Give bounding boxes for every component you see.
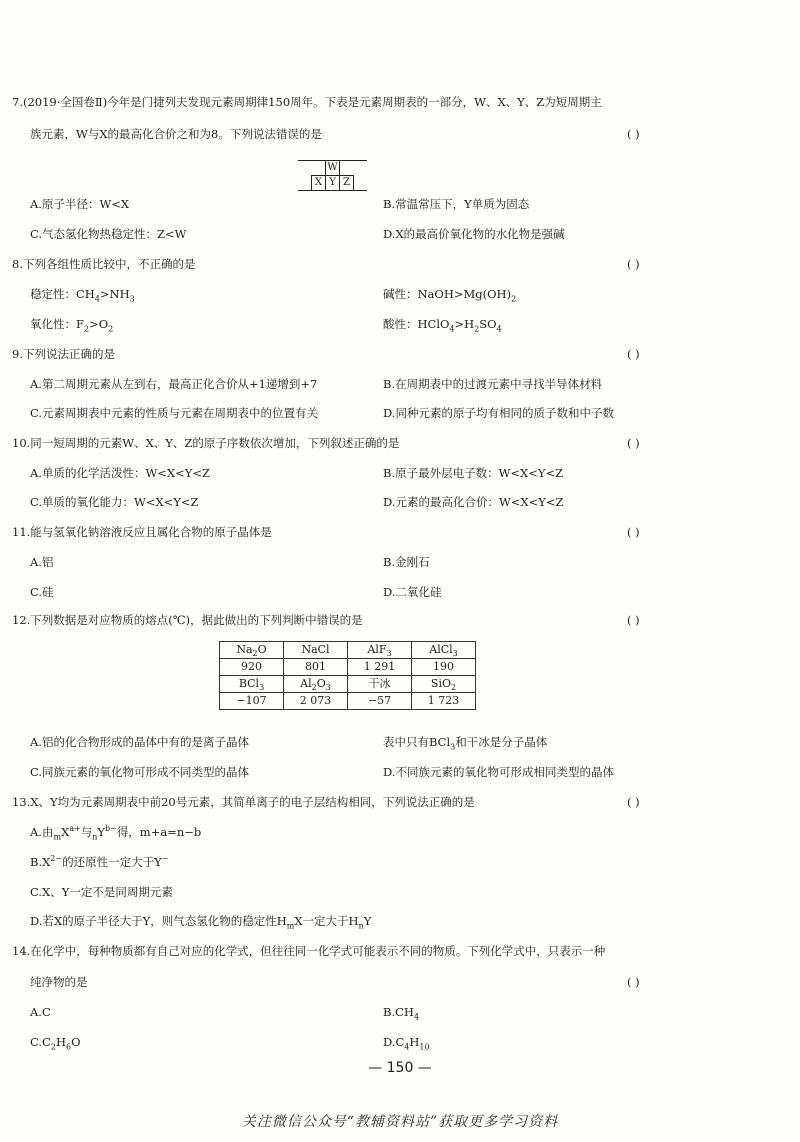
mp-value: 920: [220, 659, 284, 676]
q7-option-a[interactable]: A.原子半径：W<X: [30, 197, 130, 211]
mp-value: −107: [220, 693, 284, 710]
ptable-cell-x: X: [312, 176, 326, 191]
ptable-cell-z: Z: [340, 176, 354, 191]
q8-option-d[interactable]: 酸性：$HClO_4>H_2SO_4$: [383, 317, 502, 334]
q14-option-d[interactable]: $D.C_4H_{10}$: [383, 1035, 430, 1052]
q7-stem-line2: 族元素，W与X的最高化合价之和为8。下列说法错误的是: [30, 127, 322, 141]
mp-substance-alf3: AlF$_3$: [348, 642, 412, 659]
mp-substance-alcl3: AlCl$_3$: [412, 642, 476, 659]
q12-option-c[interactable]: C.同族元素的氧化物可形成不同类型的晶体: [30, 765, 250, 779]
q10-option-d[interactable]: D.元素的最高化合价：W<X<Y<Z: [383, 495, 564, 509]
melting-point-table: [219, 641, 476, 710]
q13-option-a[interactable]: A.由$_mX^{a+}$与$_nY^{b-}$得，m+a=n−b: [30, 824, 202, 842]
q12-option-a[interactable]: A.铝的化合物形成的晶体中有的是离子晶体: [30, 735, 249, 749]
q11-option-b[interactable]: B.金刚石: [383, 555, 430, 569]
q9-stem: 9.下列说法正确的是: [12, 347, 115, 361]
q14-option-a[interactable]: A.C: [30, 1005, 51, 1019]
q12-stem: 12.下列数据是对应物质的熔点(℃)，据此做出的下列判断中错误的是: [12, 613, 363, 627]
q14-option-b[interactable]: $B.CH_4$: [383, 1005, 420, 1022]
mp-substance-nacl: NaCl: [284, 642, 348, 659]
q11-option-a[interactable]: A.铝: [30, 555, 54, 569]
q7-option-b[interactable]: B.常温常压下，Y单质为固态: [383, 197, 530, 211]
q10-option-c[interactable]: C.单质的氧化能力：W<X<Y<Z: [30, 495, 199, 509]
mp-value: 801: [284, 659, 348, 676]
q9-answer-paren[interactable]: ( ): [627, 347, 640, 361]
q8-stem: 8.下列各组性质比较中，不正确的是: [12, 257, 196, 271]
q10-answer-paren[interactable]: ( ): [627, 436, 640, 450]
q13-option-c[interactable]: C.X、Y一定不是同周期元素: [30, 885, 173, 899]
page-number: — 150 —: [368, 1060, 432, 1076]
q9-option-a[interactable]: A.第二周期元素从左到右，最高正化合价从+1递增到+7: [30, 377, 318, 391]
q9-option-c[interactable]: C.元素周期表中元素的性质与元素在周期表中的位置有关: [30, 406, 319, 420]
ptable-cell-y: Y: [326, 176, 340, 191]
mp-value: 2 073: [284, 693, 348, 710]
q7-option-d[interactable]: D.X的最高价氧化物的水化物是强碱: [383, 227, 565, 241]
q12-answer-paren[interactable]: ( ): [627, 613, 640, 627]
q11-stem: 11.能与氢氧化钠溶液反应且属化合物的原子晶体是: [12, 525, 272, 539]
q7-answer-paren[interactable]: ( ): [627, 127, 640, 141]
q10-stem: 10.同一短周期的元素W、X、Y、Z的原子序数依次增加，下列叙述正确的是: [12, 436, 400, 450]
q13-answer-paren[interactable]: ( ): [627, 795, 640, 809]
mp-substance-dry-ice: 干冰: [348, 676, 412, 693]
q7-stem-line1: 7.(2019·全国卷Ⅱ)今年是门捷列夫发现元素周期律150周年。下表是元素周期表的一部分，W、X、Y、Z为短周期主: [12, 95, 602, 109]
mp-substance-na2o: $Na_2O$: [220, 642, 284, 659]
q11-answer-paren[interactable]: ( ): [627, 525, 640, 539]
q12-option-d[interactable]: D.不同族元素的氧化物可形成相同类型的晶体: [383, 765, 614, 779]
footer-watermark-text: 关注微信公众号“教辅资料站”获取更多学习资料: [241, 1114, 559, 1130]
q14-answer-paren[interactable]: ( ): [627, 975, 640, 989]
q13-option-b[interactable]: $B.X^{2-}$的还原性一定大于Y−: [30, 854, 169, 869]
mp-substance-al2o3: $Al_2O_3$: [284, 676, 348, 693]
q7-option-c[interactable]: C.气态氢化物热稳定性：Z<W: [30, 227, 187, 241]
mp-substance-sio2: SiO$_2$: [412, 676, 476, 693]
mp-value: 1 291: [348, 659, 412, 676]
q10-option-a[interactable]: A.单质的化学活泼性：W<X<Y<Z: [30, 466, 210, 480]
q12-option-b[interactable]: 表中只有BCl$_3$和干冰是分子晶体: [383, 735, 548, 752]
q8-option-b[interactable]: 碱性：$NaOH>Mg(OH)_2$: [383, 287, 517, 304]
q13-stem: 13.X、Y均为元素周期表中前20号元素，其简单离子的电子层结构相同，下列说法正确的是: [12, 795, 475, 809]
mp-value: 1 723: [412, 693, 476, 710]
q14-stem-line2: 纯净物的是: [30, 975, 88, 989]
q14-stem-line1: 14.在化学中，每种物质都有自己对应的化学式，但往往同一化学式可能表示不同的物质。下列化学式中，只表示一种: [12, 944, 606, 958]
q10-option-b[interactable]: B.原子最外层电子数：W<X<Y<Z: [383, 466, 564, 480]
mp-substance-bcl3: BCl$_3$: [220, 676, 284, 693]
q13-option-d[interactable]: D.若X的原子半径大于Y，则气态氢化物的稳定性$H_mX$一定大于$H_nY$: [30, 914, 372, 931]
q14-option-c[interactable]: $C.C_2H_6O$: [30, 1035, 81, 1052]
q8-option-c[interactable]: 氧化性：$F_2>O_2$: [30, 317, 114, 334]
mp-value: −57: [348, 693, 412, 710]
ptable-cell-w: W: [326, 161, 340, 176]
q9-option-b[interactable]: B.在周期表中的过渡元素中寻找半导体材料: [383, 377, 603, 391]
q8-answer-paren[interactable]: ( ): [627, 257, 640, 271]
q8-option-a[interactable]: 稳定性：$CH_4>NH_3$: [30, 287, 135, 304]
q11-option-d[interactable]: D.二氧化硅: [383, 585, 442, 599]
periodic-table-fragment: [298, 160, 367, 191]
q9-option-d[interactable]: D.同种元素的原子均有相同的质子数和中子数: [383, 406, 614, 420]
mp-value: 190: [412, 659, 476, 676]
q11-option-c[interactable]: C.硅: [30, 585, 54, 599]
